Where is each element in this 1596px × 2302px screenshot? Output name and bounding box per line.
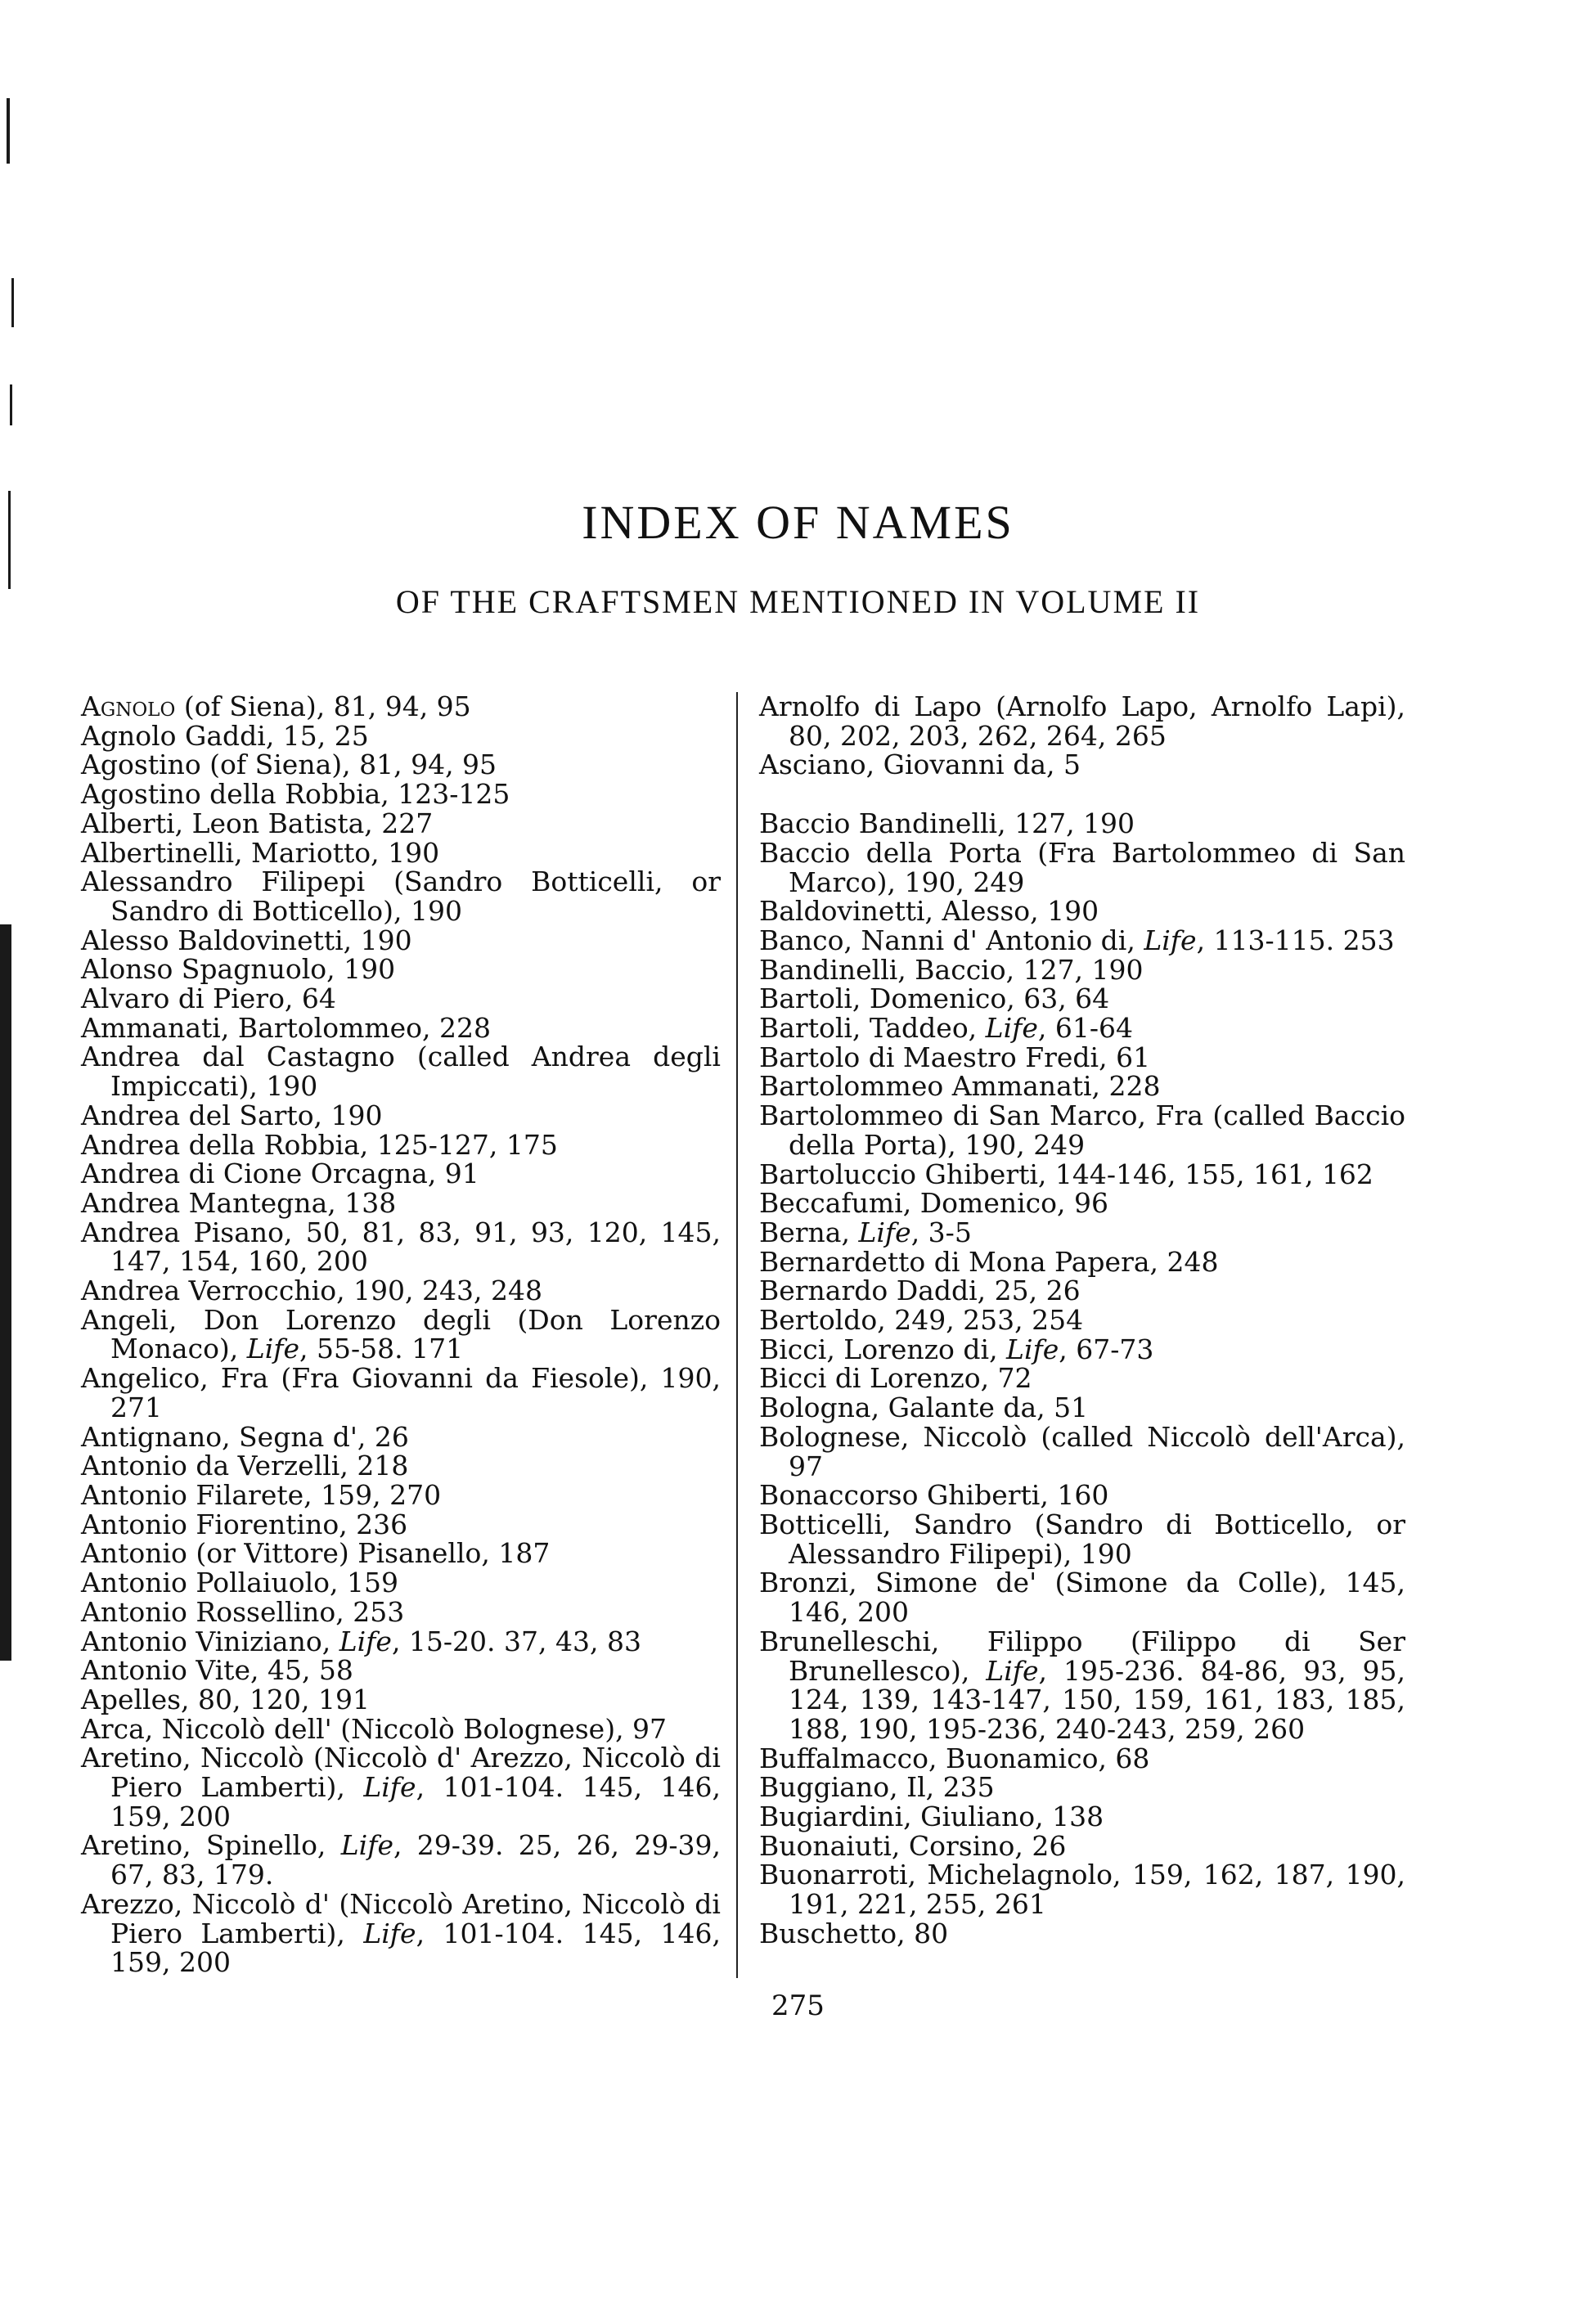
index-column-left — [81, 692, 721, 1977]
index-entry: Apelles, 80, 120, 191 — [81, 1683, 370, 1715]
entry-text: Berna, — [759, 1216, 859, 1248]
index-entry: Bandinelli, Baccio, 127, 190 — [759, 953, 1144, 986]
life-label: Life — [340, 1829, 393, 1862]
entry-text: Banco, Nanni d' Antonio di, — [759, 924, 1144, 956]
index-entry: Antonio (or Vittore) Pisanello, 187 — [81, 1537, 551, 1570]
index-entry: Bartolommeo Ammanati, 228 — [759, 1070, 1161, 1103]
index-entry — [759, 1014, 1405, 1043]
index-entry: Bartoli, Domenico, 63, 64 — [759, 982, 1110, 1015]
index-entry: Antignano, Segna d', 26 — [81, 1420, 409, 1453]
entry-text: , 55-58. 171 — [299, 1333, 464, 1365]
entry-text: Bartoli, Taddeo, — [759, 1012, 986, 1045]
edge-mark — [0, 924, 11, 1661]
index-entry: Antonio Filarete, 159, 270 — [81, 1478, 442, 1511]
index-entry: Bolognese, Niccolò (called Niccolò dell'Arca), 97 — [759, 1420, 1405, 1482]
page-edge-marks — [0, 0, 25, 2302]
edge-mark — [7, 98, 10, 164]
life-label: Life — [986, 1654, 1039, 1687]
entry-text: Arezzo, Niccolò d' (Niccolò Aretino, Niccolò di Piero Lamberti), — [81, 1887, 721, 1949]
index-entry — [81, 692, 721, 722]
column-divider — [736, 692, 738, 1978]
letter-gap — [759, 780, 1405, 809]
edge-mark — [10, 384, 12, 425]
entry-text: , 67-73 — [1059, 1333, 1154, 1365]
index-entry: Angelico, Fra (Fra Giovanni da Fiesole), 190, 271 — [81, 1362, 721, 1423]
index-entry: Antonio Fiorentino, 236 — [81, 1508, 408, 1540]
index-entry: Buschetto, 80 — [759, 1917, 949, 1949]
index-entry: Alesso Baldovinetti, 190 — [81, 924, 412, 956]
index-entry: Antonio Pollaiuolo, 159 — [81, 1567, 398, 1599]
life-label: Life — [339, 1625, 392, 1657]
index-entry: Baccio Bandinelli, 127, 190 — [759, 807, 1135, 840]
index-entry — [759, 1627, 1405, 1744]
index-entry — [81, 1627, 721, 1657]
index-entry: Andrea di Cione Orcagna, 91 — [81, 1158, 479, 1190]
index-entry: Bernardetto di Mona Papera, 248 — [759, 1245, 1219, 1278]
index-entry — [759, 1335, 1405, 1365]
index-entry: Andrea Pisano, 50, 81, 83, 91, 93, 120, 145, 147, 154, 160, 200 — [81, 1216, 721, 1278]
edge-mark — [11, 278, 14, 327]
index-column-right — [759, 692, 1405, 1949]
index-entry: Alessandro Filipepi (Sandro Botticelli, or Sandro di Botticello), 190 — [81, 865, 721, 927]
index-entry: Bologna, Galante da, 51 — [759, 1392, 1089, 1424]
index-entry: Buffalmacco, Buonamico, 68 — [759, 1742, 1150, 1774]
index-entry: Agostino della Robbia, 123-125 — [81, 778, 510, 811]
index-entry: Alberti, Leon Batista, 227 — [81, 807, 434, 839]
index-entry — [759, 926, 1405, 955]
entry-text: , 61-64 — [1037, 1012, 1134, 1045]
life-label: Life — [1006, 1333, 1059, 1365]
entry-text: Antonio Viniziano, — [81, 1625, 339, 1657]
index-entry: Botticelli, Sandro (Sandro di Botticello, or Alessandro Filipepi), 190 — [759, 1508, 1405, 1570]
entry-text: , 15-20. 37, 43, 83 — [391, 1625, 641, 1657]
index-entry: Baccio della Porta (Fra Bartolommeo di San Marco), 190, 249 — [759, 836, 1405, 898]
index-entry: Antonio Rossellino, 253 — [81, 1595, 405, 1628]
page-title: INDEX OF NAMES — [582, 496, 1014, 549]
entry-text: , 113-115. 253 — [1196, 924, 1395, 956]
entry-text: , 101-104. 145, 146, 159, 200 — [110, 1917, 721, 1979]
entry-text: Bicci, Lorenzo di, — [759, 1333, 1007, 1365]
entry-text: Angeli, Don Lorenzo degli (Don Lorenzo Monaco), — [81, 1303, 721, 1365]
life-label: Life — [858, 1216, 911, 1248]
life-label: Life — [363, 1917, 416, 1949]
index-entry: Bartolo di Maestro Fredi, 61 — [759, 1041, 1151, 1073]
index-entry — [81, 1887, 721, 1979]
index-entry: Andrea Verrocchio, 190, 243, 248 — [81, 1275, 542, 1307]
index-entry: Bartoluccio Ghiberti, 144-146, 155, 161, 162 — [759, 1158, 1373, 1190]
index-entry: Antonio Vite, 45, 58 — [81, 1654, 353, 1687]
page-number: 275 — [771, 1990, 825, 2022]
index-entry: Andrea della Robbia, 125-127, 175 — [81, 1128, 558, 1161]
index-entry — [81, 1831, 721, 1889]
life-label: Life — [985, 1012, 1038, 1045]
index-entry: Asciano, Giovanni da, 5 — [759, 749, 1081, 781]
index-entry: Buggiano, Il, 235 — [759, 1771, 995, 1804]
index-entry: Andrea del Sarto, 190 — [81, 1099, 383, 1131]
index-entry: Arca, Niccolò dell' (Niccolò Bolognese), 97 — [81, 1712, 668, 1745]
index-entry: Bertoldo, 249, 253, 254 — [759, 1304, 1084, 1337]
entry-text: Aretino, Niccolò (Niccolò d' Arezzo, Niccolò di Piero Lamberti), — [81, 1742, 721, 1804]
entry-text: , 3-5 — [910, 1216, 972, 1248]
life-label: Life — [363, 1771, 416, 1804]
page-subtitle: OF THE CRAFTSMEN MENTIONED IN VOLUME II — [395, 583, 1201, 620]
index-entry — [81, 1743, 721, 1831]
entry-text: (of Siena), 81, 94, 95 — [175, 690, 471, 722]
index-entry: Baldovinetti, Alesso, 190 — [759, 895, 1099, 928]
index-entry: Albertinelli, Mariotto, 190 — [81, 836, 440, 869]
life-label: Life — [246, 1333, 300, 1365]
index-entry: Buonarroti, Michelagnolo, 159, 162, 187, 190, 191, 221, 255, 261 — [759, 1859, 1405, 1921]
index-entry: Andrea dal Castagno (called Andrea degli Impiccati), 190 — [81, 1041, 721, 1103]
index-entry: Bicci di Lorenzo, 72 — [759, 1362, 1032, 1395]
index-entry: Bernardo Daddi, 25, 26 — [759, 1275, 1081, 1307]
index-entry: Agostino (of Siena), 81, 94, 95 — [81, 749, 497, 781]
entry-text: , 29-39. 25, 26, 29-39, 67, 83, 179. — [110, 1829, 722, 1891]
index-entry: Alonso Spagnuolo, 190 — [81, 953, 396, 986]
index-entry: Agnolo Gaddi, 15, 25 — [81, 719, 369, 752]
entry-text: , 101-104. 145, 146, 159, 200 — [110, 1771, 721, 1832]
index-entry — [81, 1303, 721, 1365]
life-label: Life — [1144, 924, 1197, 956]
index-entry: Ammanati, Bartolommeo, 228 — [81, 1011, 492, 1044]
index-entry: Andrea Mantegna, 138 — [81, 1186, 397, 1219]
entry-text: Aretino, Spinello, — [81, 1829, 341, 1862]
index-entry — [759, 1218, 1405, 1248]
index-entry: Arnolfo di Lapo (Arnolfo Lapo, Arnolfo Lapi), 80, 202, 203, 262, 264, 265 — [759, 690, 1405, 752]
entry-lead-name: Agnolo — [81, 690, 176, 722]
entry-text: Brunelleschi, Filippo (Filippo di Ser Brunellesco), — [759, 1625, 1405, 1687]
index-entry: Bronzi, Simone de' (Simone da Colle), 145, 146, 200 — [759, 1567, 1405, 1629]
index-entry: Bonaccorso Ghiberti, 160 — [759, 1479, 1109, 1512]
index-entry: Beccafumi, Domenico, 96 — [759, 1187, 1108, 1220]
index-entry: Alvaro di Piero, 64 — [81, 982, 336, 1015]
index-entry: Buonaiuti, Corsino, 26 — [759, 1829, 1067, 1862]
index-entry: Antonio da Verzelli, 218 — [81, 1450, 409, 1482]
entry-text: , 195-236. 84-86, 93, 95, 124, 139, 143-147, 150, 159, 161, 183, 185, 188, 190, 195-236, 240-243, 259, 260 — [789, 1654, 1405, 1745]
index-entry: Bartolommeo di San Marco, Fra (called Baccio della Porta), 190, 249 — [759, 1099, 1405, 1161]
index-entry: Bugiardini, Giuliano, 138 — [759, 1801, 1104, 1833]
